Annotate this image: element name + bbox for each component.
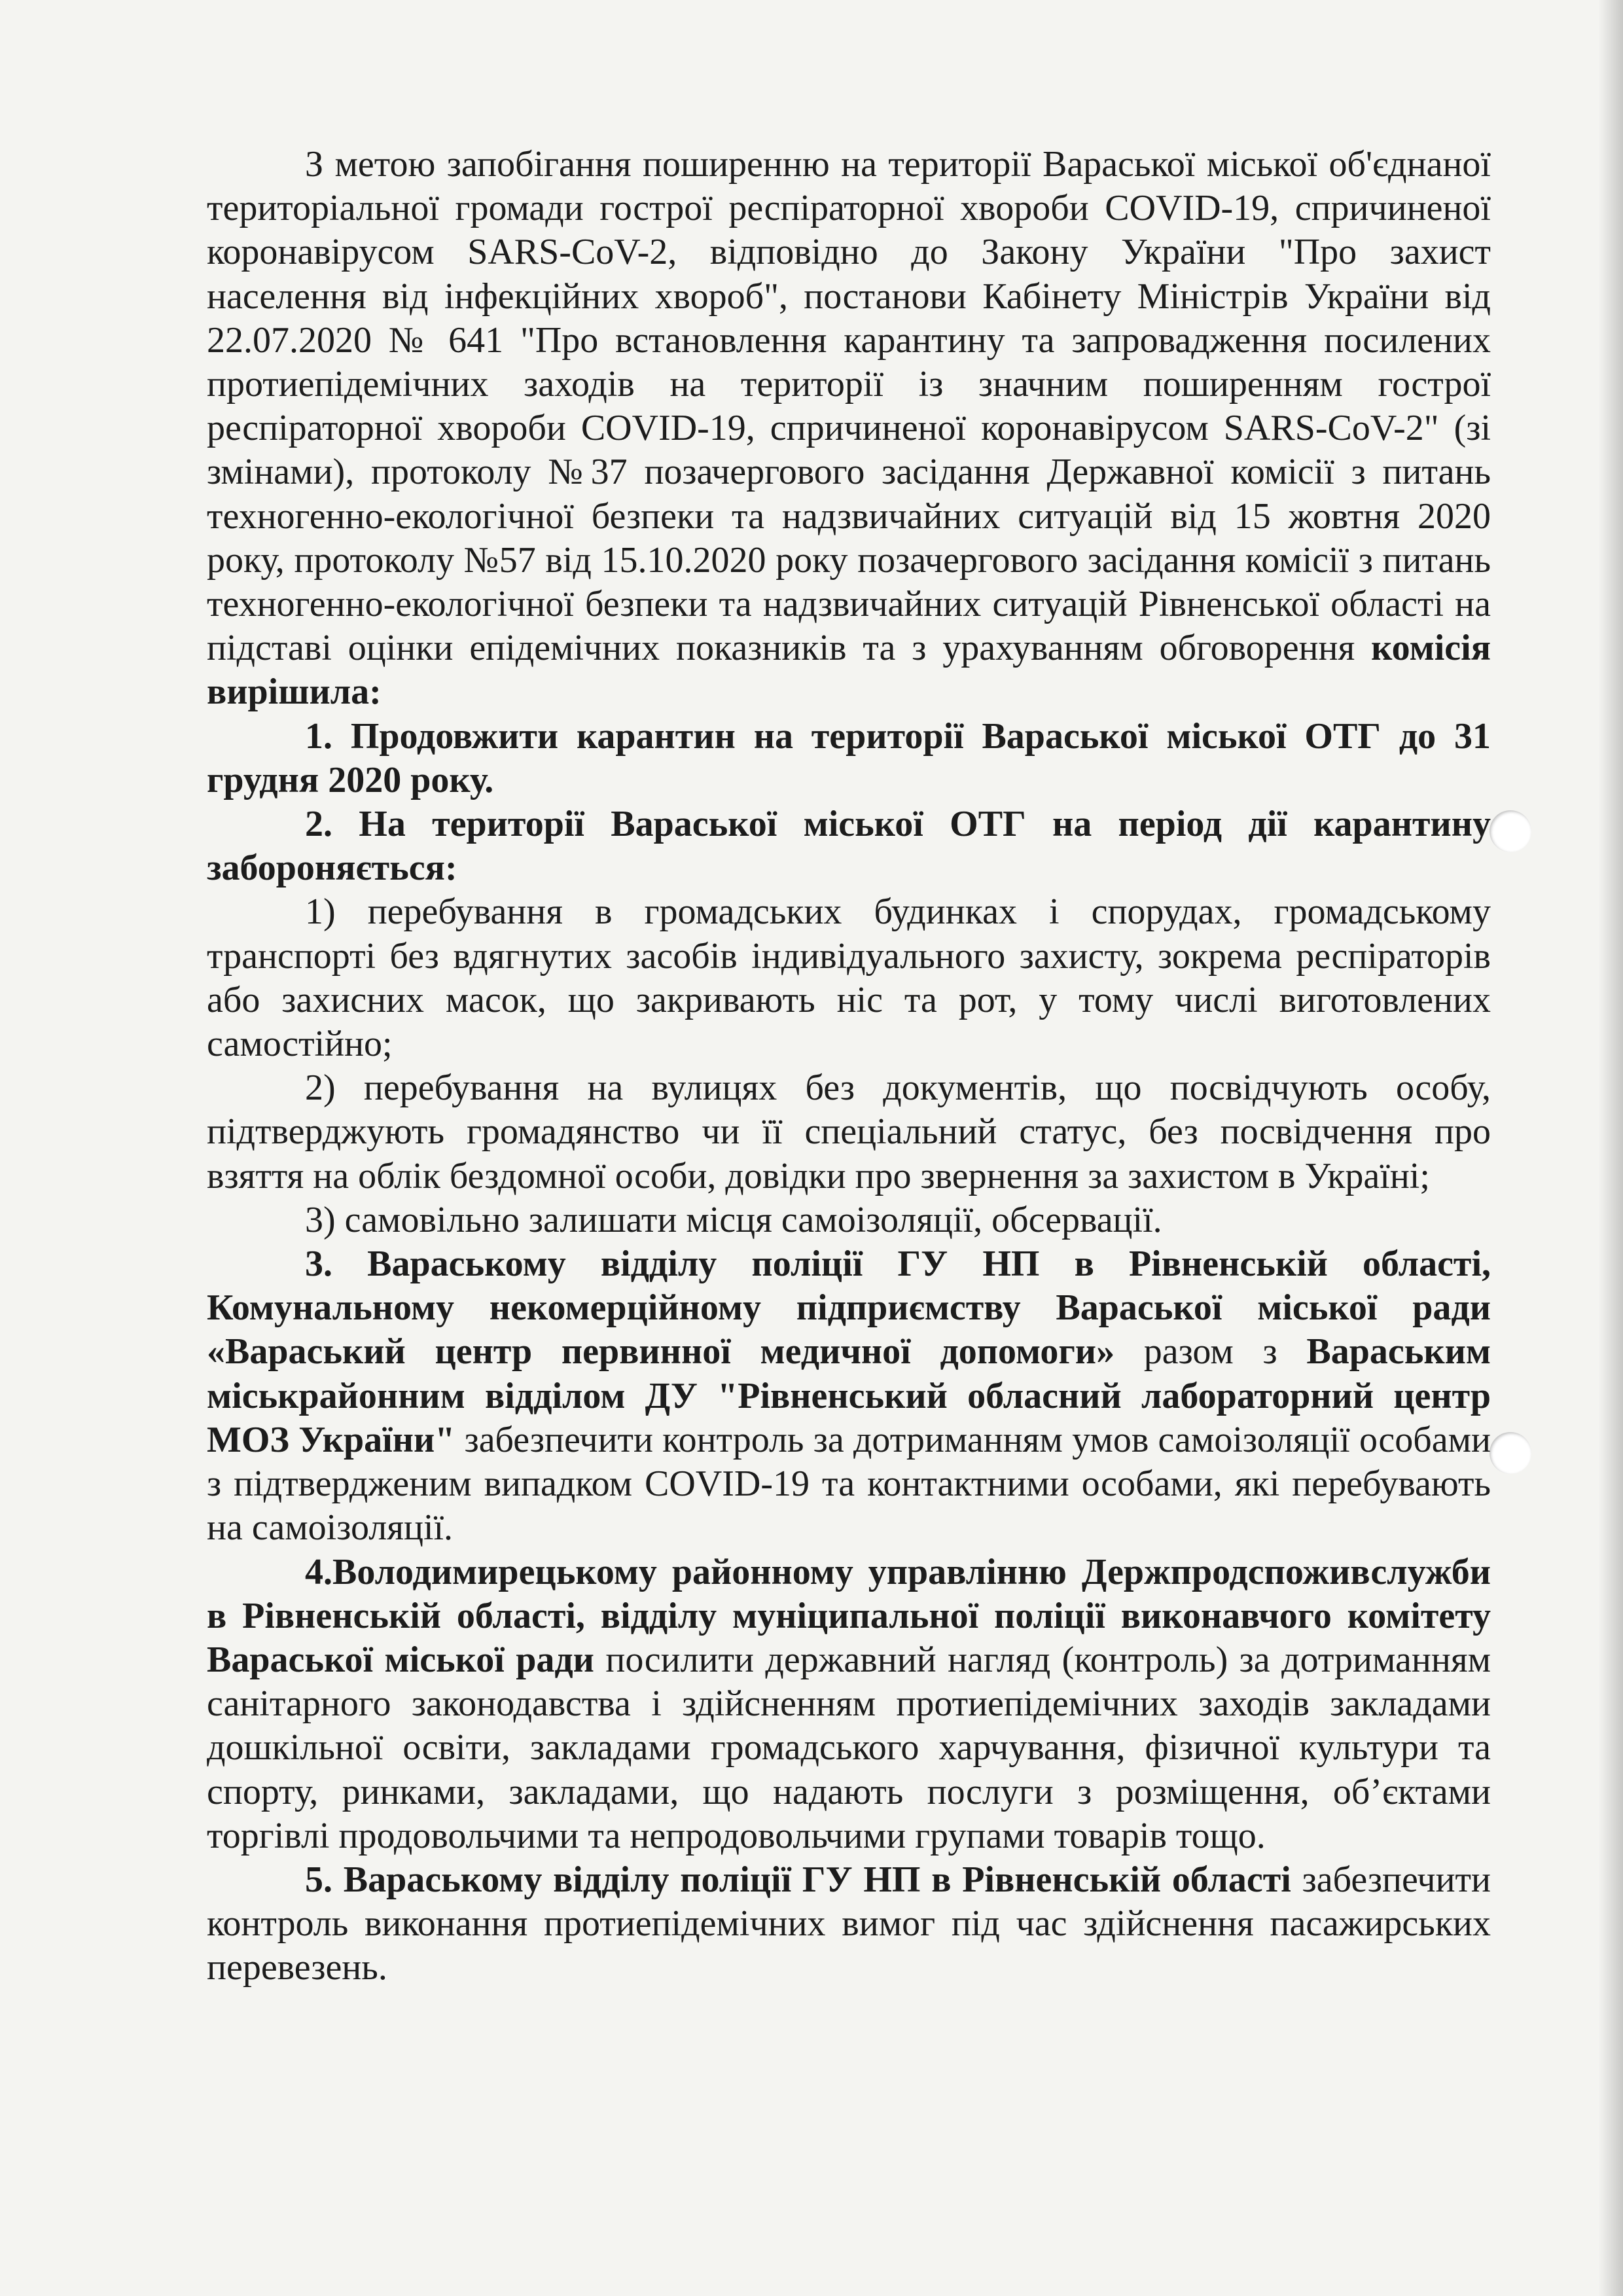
item-3: 3. Вараському відділу поліції ГУ НП в Рівненській області, Комунальному некомерційному підприємству Вараської міської ради «Вараський центр первинної медичної допомоги» разом з Вараським міськрайонним відділом ДУ "Рівненський обласний лабораторний центр МОЗ України" забезпечити контроль за дотриманням умов самоізоляції особами з підтвердженим випадком COVID-19 та контактними особами, які перебувають на самоізоляції. [207,1244,1491,1549]
item-2: 2. На території Вараської міської ОТГ на період дії карантину забороняється: [207,804,1491,889]
subitem-2-3: 3) самовільно залишати місця самоізоляції, обсервації. [305,1199,1162,1240]
item-1: 1. Продовжити карантин на території Вараської міської ОТГ до 31 грудня 2020 року. [207,715,1491,800]
scan-edge-shadow [1598,0,1623,2296]
item-4: 4.Володимирецькому районному управлінню Держпродспоживслужби в Рівненській області, відділу муніципальної поліції виконавчого комітету Вараської міської ради посилити державний нагляд (контроль) за дотриманням санітарного законодавства і здійсненням протиепідемічних заходів закладами дошкільної освіти, закладами громадського харчування, фізичної культури та спорту, ринками, закладами, що надають послуги з розміщення, об’єктами торгівлі продовольчими та непродовольчими групами товарів тощо. [207,1551,1491,1856]
subitem-2-1: 1) перебування в громадських будинках і спорудах, громадському транспорті без вдягнутих засобів індивідуального захисту, зокрема респіраторів або захисних масок, що закривають ніс та рот, у тому числі виготовлених самостійно; [207,891,1491,1065]
item-5: 5. Вараському відділу поліції ГУ НП в Рівненській області забезпечити контроль виконання протиепідемічних вимог під час здійснення пасажирських перевезень. [207,1859,1491,1988]
preamble-paragraph: З метою запобігання поширенню на території Вараської міської об'єднаної територіальної громади гострої респіраторної хвороби COVID-19, спричиненої коронавірусом SARS-CoV-2, відповідно до Закону України "Про захист населення від інфекційних хвороб", постанови Кабінету Міністрів України від 22.07.2020 № 641 "Про встановлення карантину та запровадження посилених протиепідемічних заходів на території із значним поширенням гострої респіраторної хвороби COVID-19, спричиненої коронавірусом SARS-CoV-2" (зі змінами), протоколу №37 позачергового засідання Державної комісії з питань техногенно-екологічної безпеки та надзвичайних ситуацій від 15 жовтня 2020 року, протоколу №57 від 15.10.2020 року позачергового засідання комісії з питань техногенно-екологічної безпеки та надзвичайних ситуацій Рівненської області на підставі оцінки епідемічних показників та з урахуванням обговорення комісія вирішила: [207,144,1491,713]
subitem-2-2: 2) перебування на вулицях без документів, що посвідчують особу, підтверджують громадянство чи її спеціальний статус, без посвідчення про взяття на облік бездомної особи, довідки про звернення за захистом в Україні; [207,1067,1491,1196]
punch-hole [1489,810,1531,852]
punch-hole [1489,1432,1531,1474]
document-body [207,143,1491,1990]
